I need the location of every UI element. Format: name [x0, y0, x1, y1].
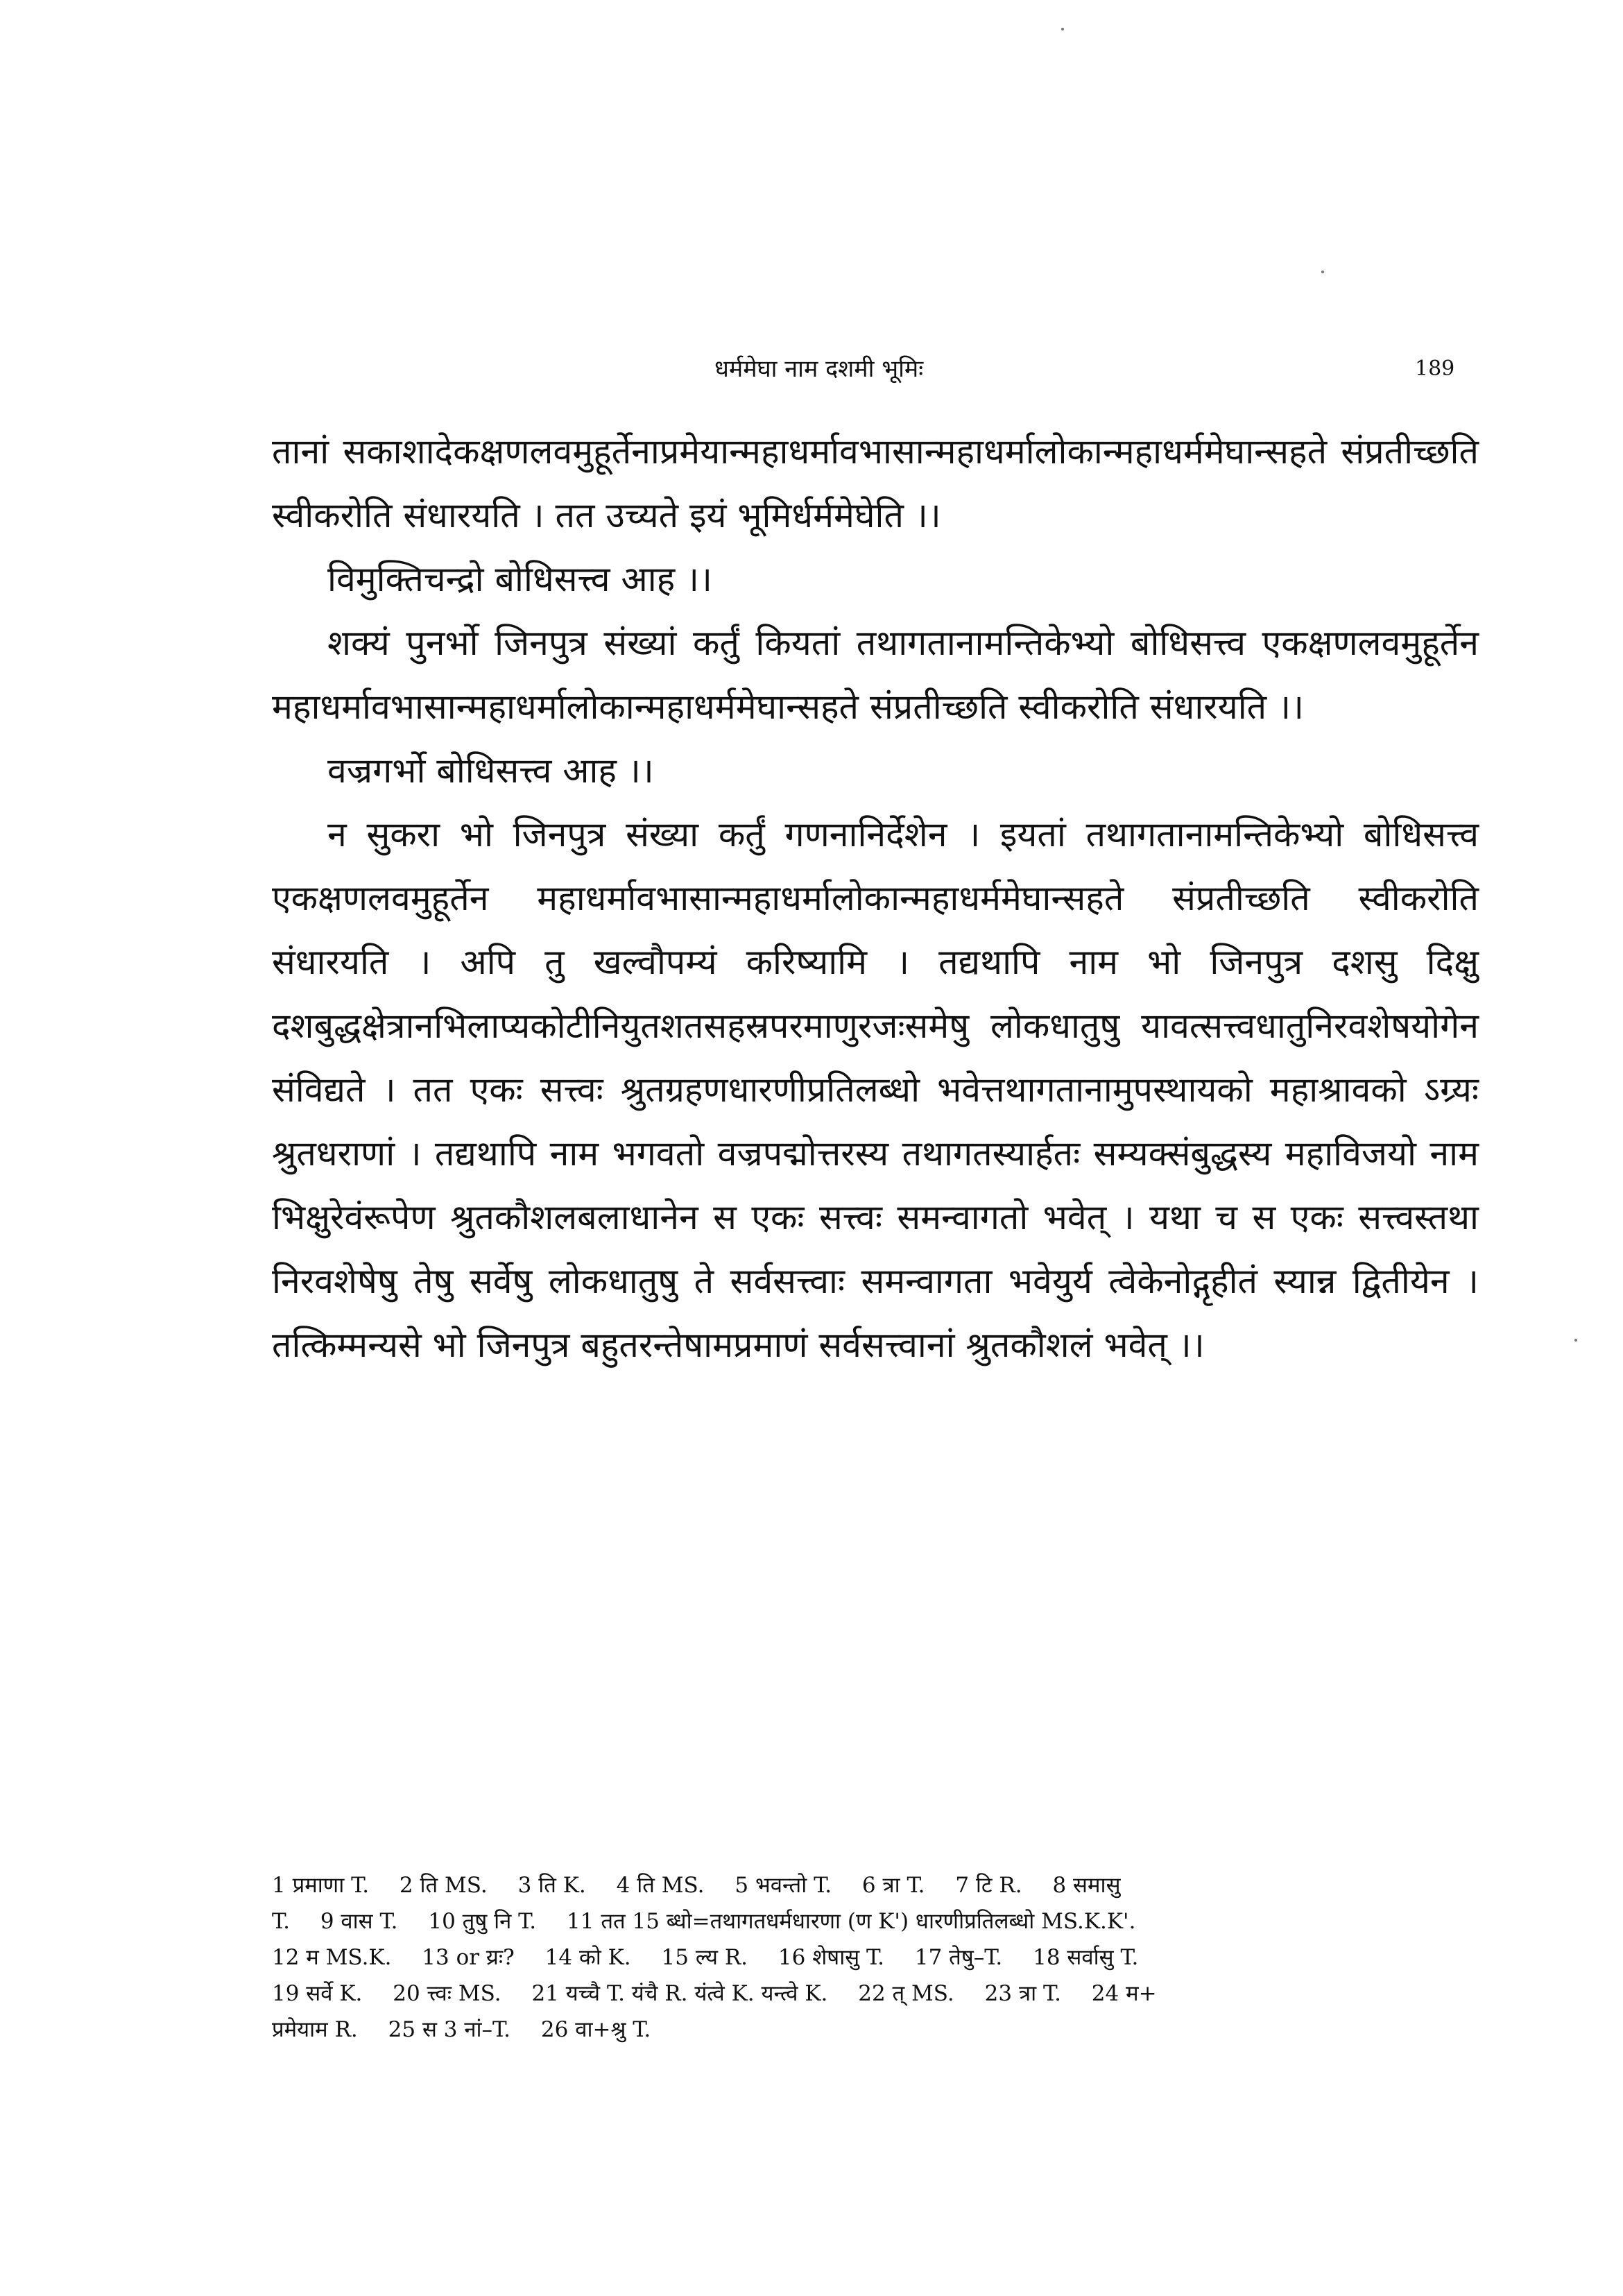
- footnote: 9 वास T.: [320, 1909, 398, 1934]
- footnote: 23 त्रा T.: [984, 1981, 1061, 2006]
- footnote: 18 सर्वासु T.: [1033, 1945, 1139, 1970]
- footnote: 24 म+: [1091, 1981, 1157, 2006]
- footnote-line: [272, 2012, 1479, 2048]
- footnote: 13 or य्रः?: [422, 1945, 515, 1970]
- page-number: 189: [1415, 357, 1455, 381]
- footnote-line: [272, 1939, 1479, 1976]
- footnote: 25 स 3 नां–T.: [388, 2017, 511, 2042]
- footnote: T.: [272, 1909, 290, 1934]
- footnote: 12 म MS.K.: [272, 1945, 392, 1970]
- footnote: 2 ति MS.: [399, 1873, 488, 1898]
- footnote: 21 यच्चै T. यंचै R. यंत्वे K. यन्त्वे K.: [531, 1981, 828, 2006]
- footnote-line: [272, 1867, 1479, 1903]
- paragraph-speaker-vajragarbha: वज्रगर्भो बोधिसत्त्व आह ।।: [327, 751, 654, 791]
- footnote: 19 सर्वे K.: [272, 1981, 363, 2006]
- footnote-line: [272, 1976, 1479, 2012]
- footnote: 1 प्रमाणा T.: [272, 1873, 370, 1898]
- footnote: 4 ति MS.: [616, 1873, 705, 1898]
- paragraph-question: शक्यं पुनर्भो जिनपुत्र संख्यां कर्तुं कियतां तथागतानामन्तिकेभ्यो बोधिसत्त्व एकक्षणलवमुहूर्तेन महाधर्मावभासान्महाधर्मालोकान्महाधर्ममेघान्सहते संप्रतीच्छति स्वीकरोति संधारयति ।।: [272, 623, 1479, 727]
- footnotes: [272, 1867, 1479, 2048]
- body-text: [272, 420, 1479, 1377]
- footnote: 7 टि R.: [955, 1873, 1022, 1898]
- footnote: 11 तत 15 ब्धो=तथागतधर्मधारणा (ण K') धारणीप्रतिलब्धो MS.K.K'.: [567, 1909, 1136, 1934]
- footnote: 15 ल्य R.: [661, 1945, 748, 1970]
- footnote: 8 समासु: [1052, 1873, 1121, 1898]
- footnote: प्रमेयाम R.: [272, 2017, 358, 2042]
- paragraph-answer: न सुकरा भो जिनपुत्र संख्या कर्तुं गणनानिर्देशेन । इयतां तथागतानामन्तिकेभ्यो बोधिसत्त्व एकक्षणलवमुहूर्तेन महाधर्मावभासान्महाधर्मालोकान्महाधर्ममेघान्सहते संप्रतीच्छति स्वीकरोति संधारयति । अपि तु खल्वौपम्यं करिष्यामि । तद्यथापि नाम भो जिनपुत्र दशसु दिक्षु दशबुद्धक्षेत्रानभिलाप्यकोटीनियुतशतसहस्रपरमाणुरजःसमेषु लोकधातुषु यावत्सत्त्वधातुनिरवशेषयोगेन संविद्यते । तत एकः सत्त्वः श्रुतग्रहणधारणीप्रतिलब्धो भवेत्तथागतानामुपस्थायको महाश्रावको ऽग्र्यः श्रुतधराणां । तद्यथापि नाम भगवतो वज्रपद्मोत्तरस्य तथागतस्यार्हतः सम्यक्संबुद्धस्य महाविजयो नाम भिक्षुरेवंरूपेण श्रुतकौशलबलाधानेन स एकः सत्त्वः समन्वागतो भवेत् । यथा च स एकः सत्त्वस्तथा निरवशेषेषु तेषु सर्वेषु लोकधातुषु ते सर्वसत्त्वाः समन्वागता भवेयुर्य त्वेकेनोद्गृहीतं स्यान्न द्वितीयेन । तत्किम्मन्यसे भो जिनपुत्र बहुतरन्तेषामप्रमाणं सर्वसत्त्वानां श्रुतकौशलं भवेत् ।।: [272, 814, 1479, 1365]
- footnote-line: [272, 1903, 1479, 1939]
- footnote: 17 तेषु–T.: [914, 1945, 1003, 1970]
- paragraph-speaker-vimukticandra: विमुक्तिचन्द्रो बोधिसत्त्व आह ।।: [327, 559, 712, 599]
- footnote: 16 शेषासु T.: [778, 1945, 885, 1970]
- footnote: 3 ति K.: [517, 1873, 586, 1898]
- footnote: 14 को K.: [544, 1945, 631, 1970]
- running-title: धर्ममेघा नाम दशमी भूमिः: [714, 355, 924, 383]
- footnote: 22 त् MS.: [858, 1981, 954, 2006]
- scan-speck: [1574, 1339, 1577, 1342]
- scan-speck: [1061, 28, 1064, 31]
- footnote: 26 वा+श्रु T.: [540, 2017, 651, 2042]
- footnote: 10 तुषु नि T.: [428, 1909, 537, 1934]
- footnote: 5 भवन्तो T.: [735, 1873, 832, 1898]
- footnote: 20 त्त्वः MS.: [393, 1981, 501, 2006]
- paragraph-continuation: तानां सकाशादेकक्षणलवमुहूर्तेनाप्रमेयान्महाधर्मावभासान्महाधर्मालोकान्महाधर्ममेघान्सहते संप्रतीच्छति स्वीकरोति संधारयति । तत उच्यते इयं भूमिर्धर्ममेघेति ।।: [272, 431, 1479, 536]
- scan-speck: [1321, 271, 1324, 273]
- footnote: 6 त्रा T.: [861, 1873, 925, 1898]
